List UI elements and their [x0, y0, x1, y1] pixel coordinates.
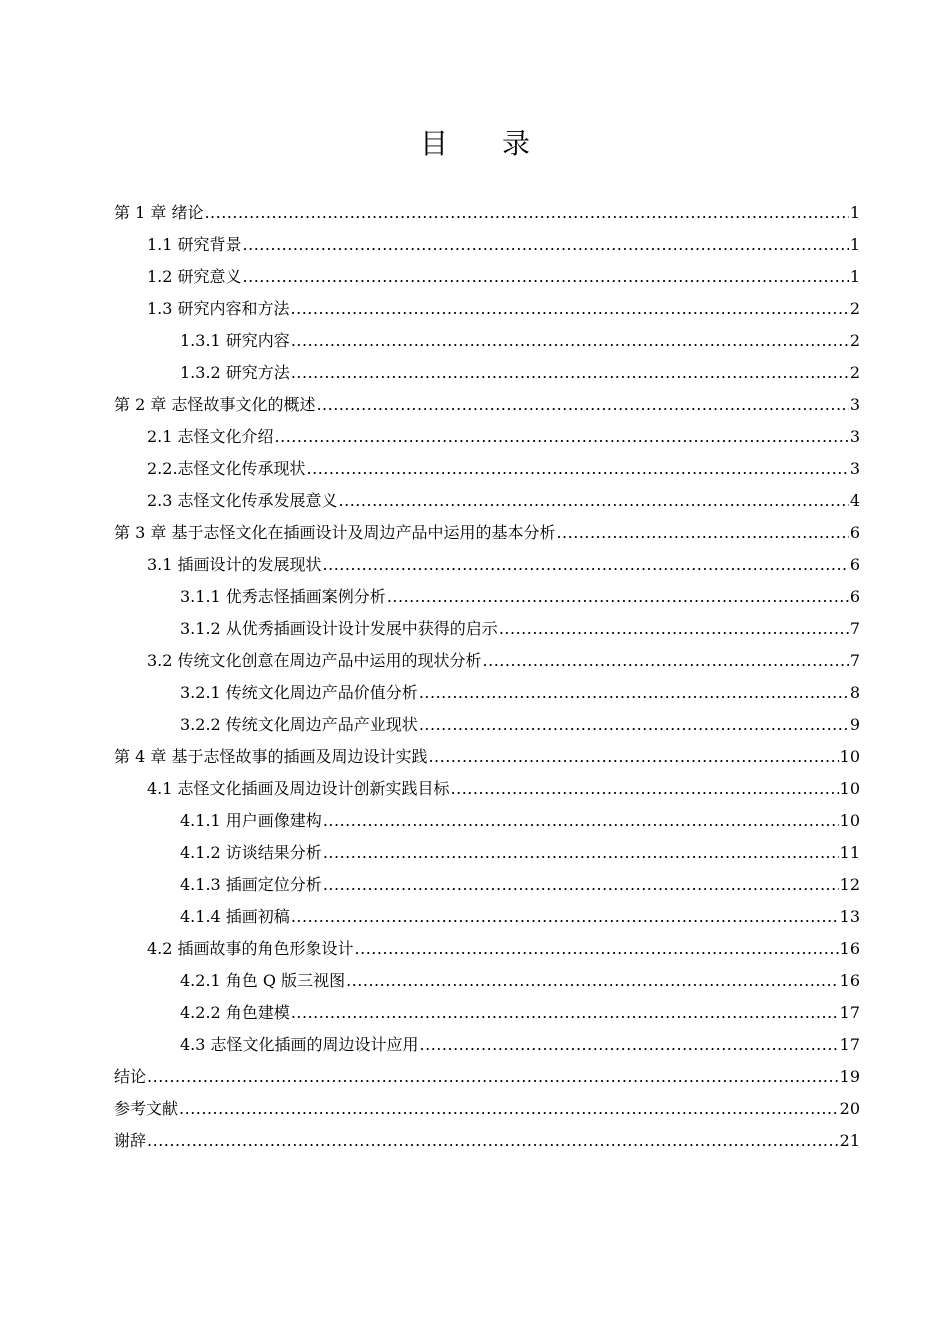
toc-entry-label: 4.2.2 角色建模: [180, 1003, 290, 1022]
toc-entry[interactable]: [114, 645, 860, 677]
toc-entry-label: 第 3 章 基于志怪文化在插画设计及周边产品中运用的基本分析: [114, 523, 556, 542]
toc-dot-leader: [275, 421, 849, 453]
toc-dot-leader: [355, 933, 839, 965]
toc-dot-leader: [291, 325, 849, 357]
toc-dot-leader: [147, 1125, 839, 1157]
toc-entry[interactable]: [114, 773, 860, 805]
toc-entry-label: 4.2 插画故事的角色形象设计: [147, 939, 354, 958]
toc-title: 目录: [419, 127, 584, 160]
toc-dot-leader: [307, 453, 849, 485]
toc-entry[interactable]: [114, 933, 860, 965]
toc-entry-label: 1.2 研究意义: [147, 267, 242, 286]
toc-entry-label: 4.1.3 插画定位分析: [180, 875, 322, 894]
toc-page-number: 2: [849, 363, 860, 382]
toc-page-number: 17: [839, 1003, 860, 1022]
toc-page-number: 13: [839, 907, 860, 926]
toc-entry-label: 3.2.2 传统文化周边产品产业现状: [180, 715, 418, 734]
toc-dot-leader: [323, 837, 839, 869]
toc-dot-leader: [291, 357, 849, 389]
toc-page-number: 1: [849, 203, 860, 222]
toc-dot-leader: [291, 901, 839, 933]
toc-dot-leader: [291, 997, 839, 1029]
toc-dot-leader: [243, 261, 849, 293]
toc-entry-label: 2.3 志怪文化传承发展意义: [147, 491, 338, 510]
toc-entry[interactable]: [114, 901, 860, 933]
toc-entry[interactable]: [114, 677, 860, 709]
toc-page-number: 3: [849, 427, 860, 446]
toc-entry[interactable]: [114, 965, 860, 997]
toc-entry-label: 4.1.1 用户画像建构: [180, 811, 322, 830]
toc-entry[interactable]: [114, 837, 860, 869]
toc-entry[interactable]: [114, 1125, 860, 1157]
toc-entry[interactable]: [114, 357, 860, 389]
toc-dot-leader: [428, 741, 838, 773]
toc-page-number: 20: [839, 1099, 860, 1118]
toc-page-number: 1: [849, 267, 860, 286]
toc-entry[interactable]: [114, 709, 860, 741]
toc-entry[interactable]: [114, 517, 860, 549]
toc-page-number: 10: [839, 747, 860, 766]
toc-page-number: 9: [849, 715, 860, 734]
toc-page-number: 4: [849, 491, 860, 510]
toc-dot-leader: [339, 485, 849, 517]
toc-dot-leader: [179, 1093, 839, 1125]
toc-page-number: 16: [839, 939, 860, 958]
toc-dot-leader: [291, 293, 849, 325]
toc-entry[interactable]: [114, 453, 860, 485]
toc-entry-label: 3.2.1 传统文化周边产品价值分析: [180, 683, 418, 702]
toc-entry-label: 3.1 插画设计的发展现状: [147, 555, 322, 574]
toc-entry[interactable]: [114, 1061, 860, 1093]
table-of-contents: [114, 197, 860, 1157]
toc-entry[interactable]: [114, 421, 860, 453]
toc-dot-leader: [499, 613, 849, 645]
toc-dot-leader: [387, 581, 849, 613]
toc-entry-label: 第 2 章 志怪故事文化的概述: [114, 395, 316, 414]
toc-entry-label: 4.3 志怪文化插画的周边设计应用: [180, 1035, 419, 1054]
toc-page-number: 2: [849, 331, 860, 350]
toc-entry-label: 1.1 研究背景: [147, 235, 242, 254]
toc-page-number: 12: [839, 875, 860, 894]
toc-page-number: 8: [849, 683, 860, 702]
toc-entry[interactable]: [114, 997, 860, 1029]
toc-entry[interactable]: [114, 549, 860, 581]
toc-page-number: 10: [839, 811, 860, 830]
toc-dot-leader: [316, 389, 848, 421]
toc-entry[interactable]: [114, 581, 860, 613]
toc-dot-leader: [243, 229, 849, 261]
toc-page-number: 3: [849, 395, 860, 414]
toc-entry[interactable]: [114, 805, 860, 837]
toc-dot-leader: [420, 1029, 839, 1061]
toc-entry[interactable]: [114, 325, 860, 357]
toc-page-number: 6: [849, 523, 860, 542]
toc-entry-label: 3.2 传统文化创意在周边产品中运用的现状分析: [147, 651, 482, 670]
toc-entry[interactable]: [114, 197, 860, 229]
toc-entry-label: 1.3 研究内容和方法: [147, 299, 290, 318]
toc-entry[interactable]: [114, 613, 860, 645]
toc-entry[interactable]: [114, 229, 860, 261]
toc-entry[interactable]: [114, 293, 860, 325]
toc-entry-label: 参考文献: [114, 1099, 179, 1118]
toc-entry-label: 2.2.志怪文化传承现状: [147, 459, 306, 478]
toc-dot-leader: [147, 1061, 839, 1093]
toc-dot-leader: [451, 773, 839, 805]
toc-entry[interactable]: [114, 389, 860, 421]
toc-entry-label: 结论: [114, 1067, 147, 1086]
toc-entry-label: 第 1 章 绪论: [114, 203, 204, 222]
toc-entry-label: 3.1.2 从优秀插画设计设计发展中获得的启示: [180, 619, 498, 638]
toc-page-number: 6: [849, 555, 860, 574]
toc-entry-label: 4.1.4 插画初稿: [180, 907, 290, 926]
toc-page-number: 7: [849, 619, 860, 638]
toc-dot-leader: [346, 965, 839, 997]
toc-entry-label: 谢辞: [114, 1131, 147, 1150]
toc-entry-label: 4.1 志怪文化插画及周边设计创新实践目标: [147, 779, 450, 798]
toc-entry-label: 1.3.2 研究方法: [180, 363, 290, 382]
toc-dot-leader: [323, 869, 839, 901]
toc-entry-label: 3.1.1 优秀志怪插画案例分析: [180, 587, 386, 606]
toc-entry[interactable]: [114, 741, 860, 773]
toc-dot-leader: [556, 517, 848, 549]
toc-entry-label: 2.1 志怪文化介绍: [147, 427, 274, 446]
toc-page-number: 7: [849, 651, 860, 670]
toc-entry-label: 1.3.1 研究内容: [180, 331, 290, 350]
toc-entry[interactable]: [114, 1029, 860, 1061]
toc-dot-leader: [323, 805, 839, 837]
toc-page-number: 16: [839, 971, 860, 990]
toc-dot-leader: [483, 645, 849, 677]
toc-entry[interactable]: [114, 261, 860, 293]
toc-page-number: 17: [839, 1035, 860, 1054]
toc-dot-leader: [323, 549, 849, 581]
toc-page-number: 1: [849, 235, 860, 254]
toc-page-number: 6: [849, 587, 860, 606]
toc-page-number: 2: [849, 299, 860, 318]
toc-entry[interactable]: [114, 869, 860, 901]
toc-page-number: 10: [839, 779, 860, 798]
toc-page-number: 21: [839, 1131, 860, 1150]
toc-page-number: 19: [839, 1067, 860, 1086]
toc-page-number: 11: [839, 843, 860, 862]
toc-entry-label: 4.2.1 角色 Q 版三视图: [180, 971, 346, 990]
toc-entry[interactable]: [114, 485, 860, 517]
toc-dot-leader: [419, 709, 849, 741]
toc-dot-leader: [419, 677, 849, 709]
toc-entry[interactable]: [114, 1093, 860, 1125]
toc-dot-leader: [204, 197, 848, 229]
toc-entry-label: 第 4 章 基于志怪故事的插画及周边设计实践: [114, 747, 428, 766]
toc-page-number: 3: [849, 459, 860, 478]
toc-entry-label: 4.1.2 访谈结果分析: [180, 843, 322, 862]
